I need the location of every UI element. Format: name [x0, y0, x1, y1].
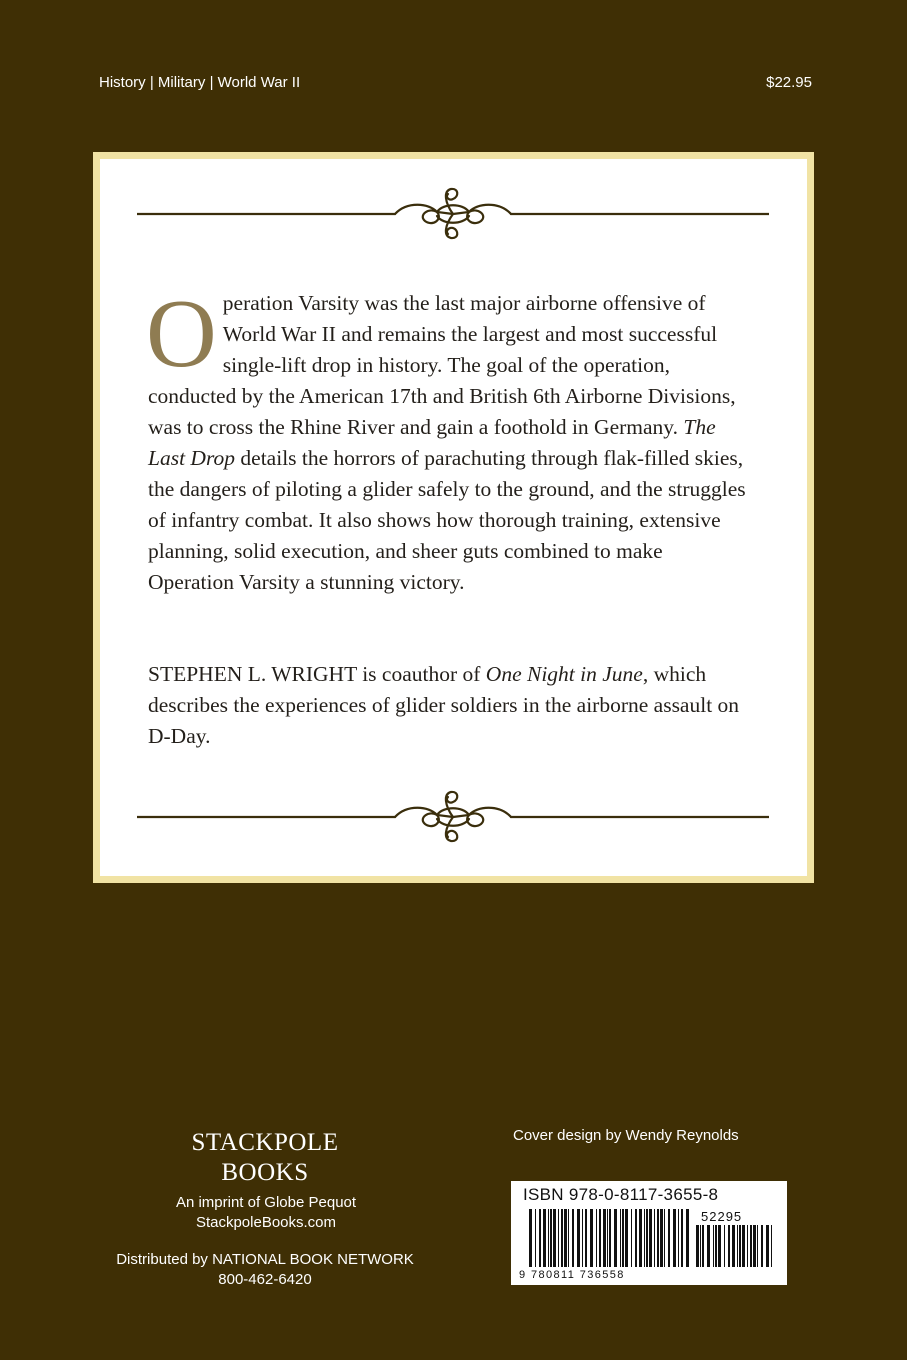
description-part-1: peration Varsity was the last major airborne offensive of World War II and remains the largest and most successful single-lift drop in history. The goal of the operation, conducted by the American 17th and British 6th Airborne Divisions, was to cross the Rhine River and gain a foothold in Germany. [148, 291, 736, 439]
cover-design-credit: Cover design by Wendy Reynolds [513, 1127, 739, 1144]
ornament-top-icon [137, 181, 769, 241]
barcode-bars [529, 1209, 689, 1267]
description-panel [93, 152, 814, 883]
phone-label: 800-462-6420 [218, 1271, 312, 1288]
book-title: The Last Drop [148, 415, 716, 470]
imprint-label: An imprint of Globe Pequot [175, 1194, 357, 1211]
distributor-info [90, 1250, 440, 1290]
barcode-addon-bars [696, 1225, 774, 1267]
bio-part-2: , which describes the experiences of glider soldiers in the airborne assault on D-Day. [148, 662, 740, 748]
category-label: History | Military | World War II [99, 74, 301, 91]
description-panel-inner [100, 159, 807, 876]
ornament-bottom-icon [137, 784, 769, 844]
isbn-label: ISBN 978-0-8117-3655-8 [523, 1185, 719, 1204]
publisher-line-2: BOOKS [221, 1159, 309, 1186]
description-part-2: details the horrors of parachuting through flak-filled skies, the dangers of piloting a glider safely to the ground, and the struggles of infantry combat. It also shows how thorough training, extensive planning, solid execution, and sheer guts combined to make Operation Varsity a stunning victory. [148, 446, 746, 594]
publisher-logo [175, 1128, 355, 1188]
imprint-info [130, 1193, 402, 1233]
bio-part-1: STEPHEN L. WRIGHT is coauthor of [148, 662, 486, 686]
price-label: $22.95 [766, 74, 812, 91]
website-label: StackpoleBooks.com [195, 1214, 337, 1231]
description-text [146, 280, 748, 598]
isbn-digits-label: 9 780811 736558 [519, 1269, 625, 1281]
publisher-line-1: STACKPOLE [191, 1129, 339, 1156]
price-code-label: 52295 [701, 1209, 743, 1224]
isbn-barcode [511, 1181, 787, 1285]
drop-cap: O [146, 280, 217, 388]
other-book-title: One Night in June [485, 662, 643, 686]
author-bio [148, 659, 748, 752]
distributor-label: Distributed by NATIONAL BOOK NETWORK [116, 1251, 414, 1268]
